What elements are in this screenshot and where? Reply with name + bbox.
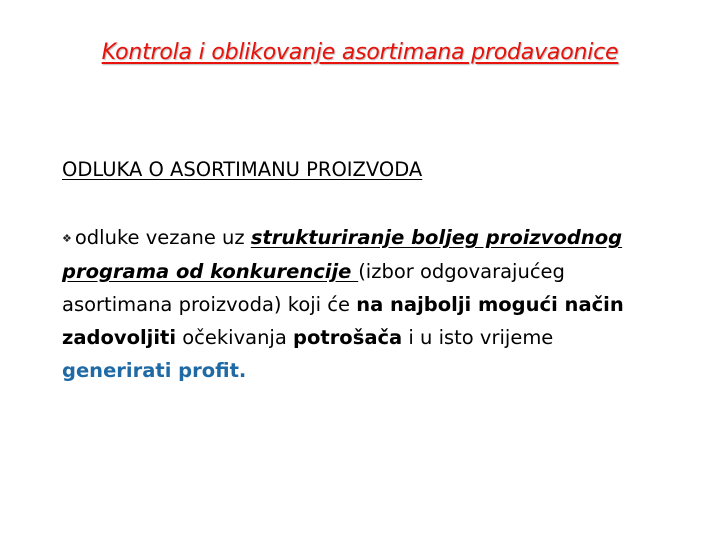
section-heading: ODLUKA O ASORTIMANU PROIZVODA — [62, 158, 423, 181]
text-emphasis-underlined: strukturiranje boljeg proizvodnog programa od konkurencije — [62, 226, 623, 283]
text-blue-profit: generirati profit — [62, 359, 239, 382]
text-period: . — [238, 359, 247, 382]
text-same-time: i u isto vrijeme — [402, 326, 554, 349]
text-middle: (izbor odgovarajućeg asortimana proizvoda) koji će — [62, 260, 565, 316]
diamond-bullet-icon: ❖ — [62, 232, 72, 245]
text-expectations: očekivanja — [176, 326, 294, 349]
text-bold-consumers: potrošača — [293, 326, 403, 349]
bullet-paragraph — [62, 221, 642, 387]
text-bold-best-way: na najbolji mogući način zadovoljiti — [62, 293, 624, 349]
text-intro: odluke vezane uz — [74, 226, 251, 249]
slide-title: Kontrola i oblikovanje asortimana prodavaonice — [101, 40, 619, 65]
